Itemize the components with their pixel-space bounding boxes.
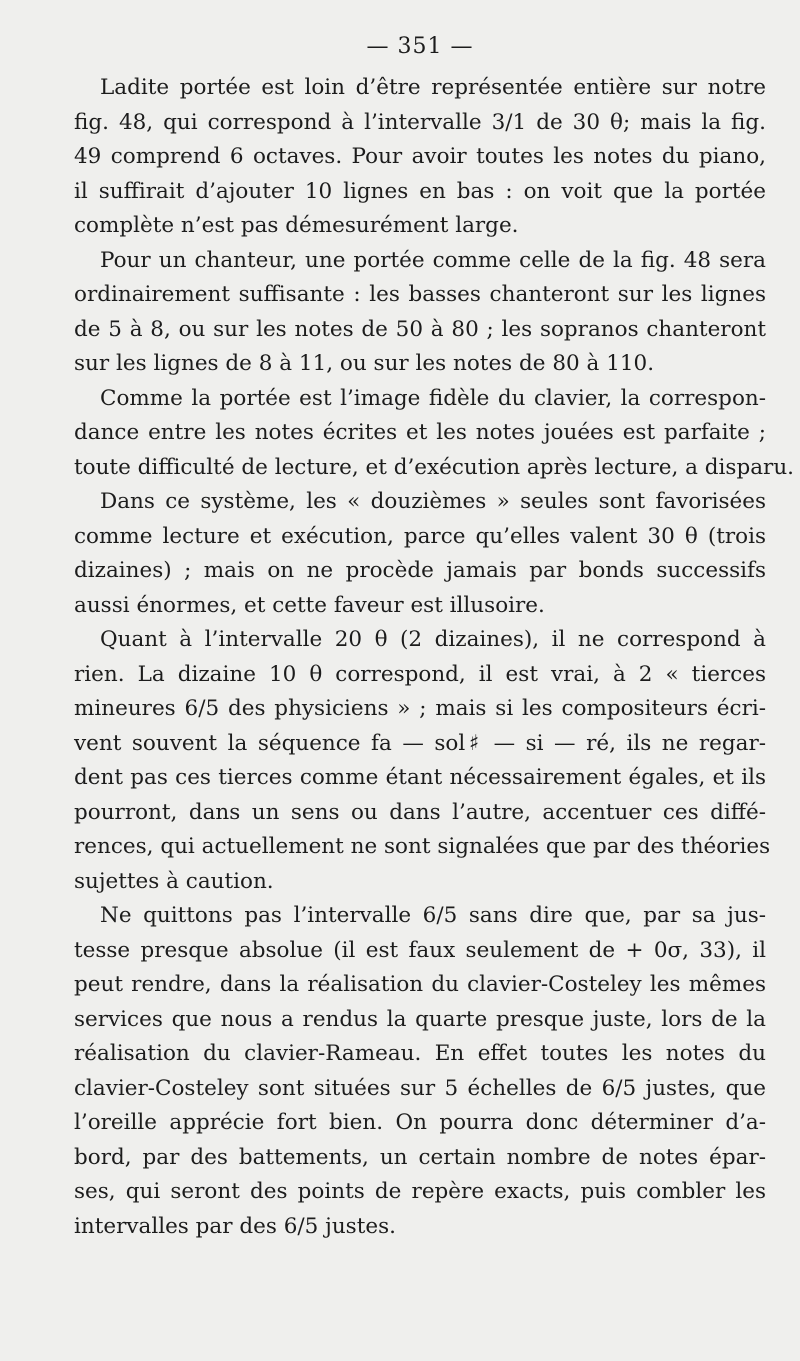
text-line: comme lecture et exécution, parce qu’elles valent 30 θ (trois: [74, 523, 766, 549]
text-line: réalisation du clavier-Rameau. En effet toutes les notes du: [74, 1041, 766, 1066]
text-line: pourront, dans un sens ou dans l’autre, accentuer ces diffé-: [74, 799, 766, 825]
text-line: Pour un chanteur, une portée comme celle de la fig. 48 sera: [100, 247, 766, 273]
text-line: Dans ce système, les « douzièmes » seules sont favorisées: [100, 489, 766, 514]
text-line: rences, qui actuellement ne sont signalées que par des théories: [74, 834, 771, 859]
text-line: Ne quittons pas l’intervalle 6/5 sans dire que, par sa jus-: [100, 903, 766, 928]
paragraph: [74, 623, 771, 899]
text-line: il suffirait d’ajouter 10 lignes en bas : on voit que la portée: [74, 178, 766, 204]
text-line: sur les lignes de 8 à 11, ou sur les notes de 80 à 110.: [74, 351, 655, 376]
text-line: ordinairement suffisante : les basses chanteront sur les lignes: [74, 282, 766, 307]
text-line: rien. La dizaine 10 θ correspond, il est vrai, à 2 « tierces: [74, 661, 766, 687]
text-line: vent souvent la séquence fa — sol♯ — si — ré, ils ne regar-: [74, 730, 766, 756]
text-line: services que nous a rendus la quarte presque juste, lors de la: [74, 1006, 766, 1032]
text-line: bord, par des battements, un certain nombre de notes épar-: [74, 1144, 766, 1170]
text-line: complète n’est pas démesurément large.: [74, 213, 519, 238]
body-text: [74, 71, 795, 1244]
text-line: tesse presque absolue (il est faux seulement de + 0σ, 33), il: [74, 937, 766, 963]
text-line: dent pas ces tierces comme étant nécessairement égales, et ils: [74, 765, 766, 790]
text-line: mineures 6/5 des physiciens » ; mais si les compositeurs écri-: [74, 696, 766, 721]
paragraph: [74, 899, 766, 1244]
text-line: clavier-Costeley sont situées sur 5 échelles de 6/5 justes, que: [74, 1075, 766, 1101]
text-line: Quant à l’intervalle 20 θ (2 dizaines), il ne correspond à: [100, 627, 766, 652]
paragraph: [74, 382, 795, 486]
text-line: dizaines) ; mais on ne procède jamais par bonds successifs: [74, 558, 766, 583]
text-line: ses, qui seront des points de repère exacts, puis combler les: [74, 1179, 766, 1204]
text-line: sujettes à caution.: [74, 868, 274, 894]
text-line: Ladite portée est loin d’être représentée entière sur notre: [100, 75, 766, 100]
paragraph: [74, 485, 766, 623]
paragraph: [74, 71, 766, 244]
text-line: toute difficulté de lecture, et d’exécution après lecture, a disparu.: [74, 454, 795, 480]
text-line: Comme la portée est l’image fidèle du clavier, la correspon-: [100, 385, 766, 411]
page-number: — 351 —: [366, 34, 474, 59]
text-line: fig. 48, qui correspond à l’intervalle 3/1 de 30 θ; mais la fig.: [74, 109, 766, 135]
text-line: l’oreille apprécie fort bien. On pourra donc déterminer d’a-: [74, 1110, 766, 1135]
paragraph: [74, 244, 766, 382]
text-line: dance entre les notes écrites et les notes jouées est parfaite ;: [74, 420, 766, 445]
text-line: aussi énormes, et cette faveur est illusoire.: [74, 592, 545, 618]
text-line: 49 comprend 6 octaves. Pour avoir toutes les notes du piano,: [74, 144, 766, 169]
text-line: intervalles par des 6/5 justes.: [74, 1213, 396, 1239]
text-line: de 5 à 8, ou sur les notes de 50 à 80 ; les sopranos chanteront: [74, 316, 766, 342]
text-line: peut rendre, dans la réalisation du clavier-Costeley les mêmes: [74, 972, 766, 997]
